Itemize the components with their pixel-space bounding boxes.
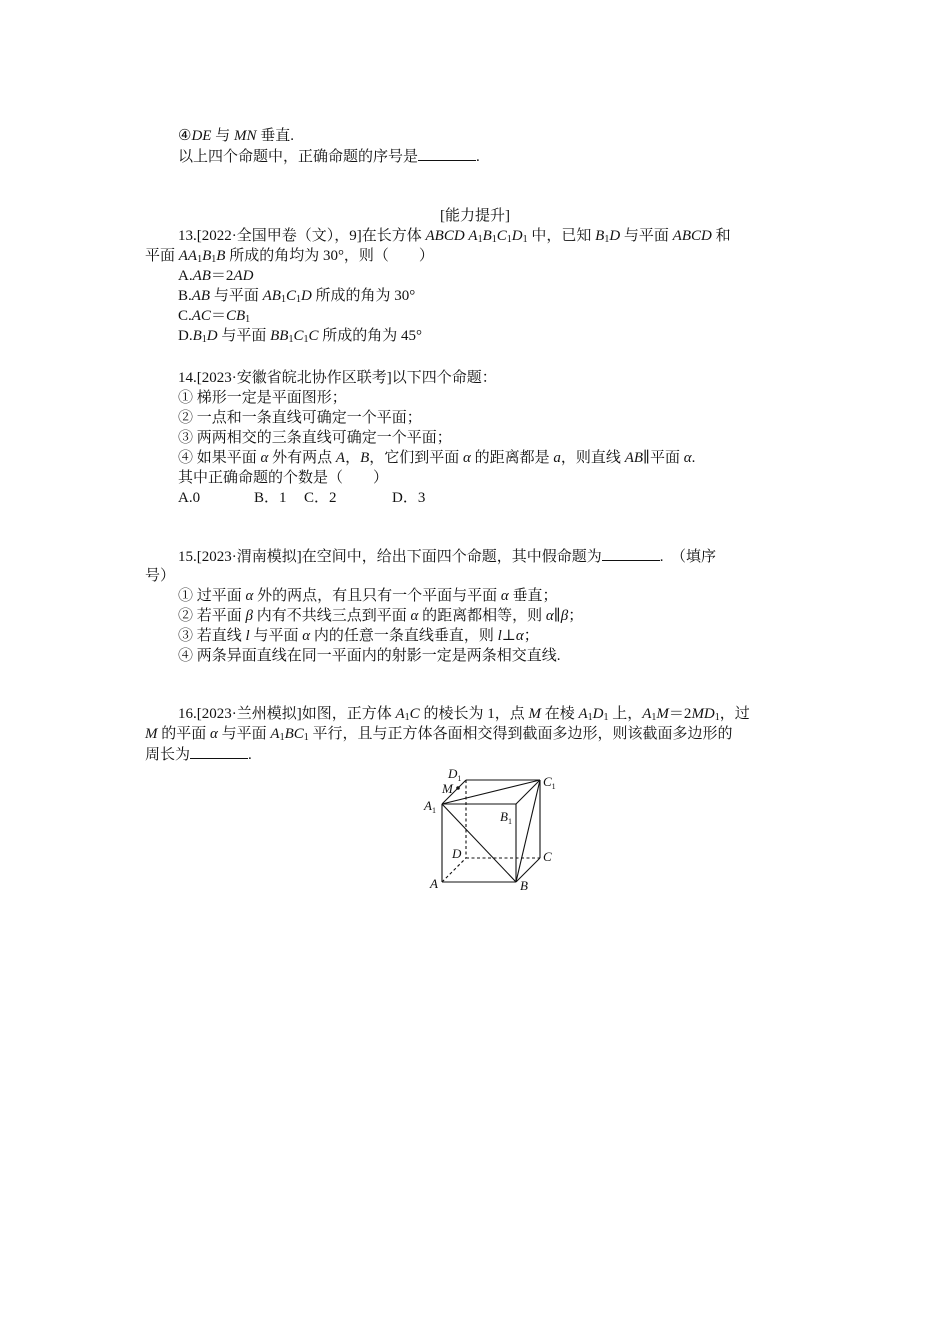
q16-sub: 1 (587, 712, 593, 723)
q16-eq-a: A (642, 706, 652, 722)
q15-item3 (178, 626, 539, 646)
q12-de: DE (191, 128, 212, 144)
q15-text: 内有不共线三点到平面 (253, 608, 411, 624)
q14-period: . (691, 450, 696, 466)
q13-text: 与平面 (210, 288, 263, 304)
q14-text: ，则直线 (560, 450, 625, 466)
q16-sub: 1 (651, 712, 657, 723)
q13-opt-c-eq: ＝ (210, 308, 226, 324)
q13-b1d-d: D (609, 228, 621, 244)
q15-text: ① 过平面 (178, 588, 246, 604)
q14-option-d[interactable]: D．3 (392, 490, 426, 506)
q12-answer-blank[interactable] (418, 146, 476, 161)
q14-line-ab: AB (624, 450, 644, 466)
q13-top-c: C (496, 228, 507, 244)
q15-text: 内的任意一条直线垂直，则 (310, 628, 498, 644)
q13-sub: 1 (604, 234, 610, 245)
q13-opt-c-ac: AC (191, 308, 211, 324)
q13-option-b[interactable] (178, 286, 415, 306)
section-title: [能力提升] (440, 208, 510, 224)
q14-item4 (178, 448, 695, 468)
q13-plane-abcd: ABCD (672, 228, 712, 244)
label-b1: $B_1$ (500, 809, 512, 826)
q14-item3: ③ 两两相交的三条直线可确定一个平面； (178, 430, 452, 446)
q16-line2 (145, 724, 733, 744)
q16-line3 (145, 744, 252, 765)
q13-text: 所成的角均为 30°，则（ ） (225, 248, 434, 264)
q16-text: 的平面 (157, 726, 211, 742)
q16-plane-a: A (270, 726, 280, 742)
q13-opt-d-label: D. (178, 328, 193, 344)
q12-question-period: . (476, 149, 480, 165)
label-c: C (543, 849, 552, 864)
q14-point-b: B (360, 450, 370, 466)
q15-stem (178, 546, 716, 567)
q13-opt-a-eq: ＝2 (210, 268, 234, 284)
q15-alpha: α (245, 588, 254, 604)
q16-text: 平行，且与正方体各面相交得到截面多边形，则该截面多边形的 (308, 726, 733, 742)
label-d: D (452, 846, 462, 861)
q15-beta: β (245, 608, 253, 624)
q16-alpha: α (210, 726, 218, 742)
q15-text: 的距离都相等，则 (418, 608, 546, 624)
q16-point-m: M (528, 706, 541, 722)
q13-sub: 1 (295, 294, 301, 305)
q13-text: 和 (711, 228, 731, 244)
q15-alpha: α (515, 628, 524, 644)
q15-text: ； (523, 628, 539, 644)
q13-line1 (178, 226, 731, 246)
q14-text: 外有两点 (268, 450, 336, 466)
q15-line-l: l (497, 628, 502, 644)
label-c1: $C_1$ (543, 774, 556, 791)
q15-alpha: α (545, 608, 554, 624)
q14-stem: 14.[2023·安徽省皖北协作区联考]以下四个命题： (178, 370, 497, 386)
q12-perp: 垂直. (256, 128, 294, 144)
q14-alpha: α (683, 450, 692, 466)
q15-text: 外的两点，有且只有一个平面与平面 (253, 588, 501, 604)
q15-stem-suffix: . （填序 (659, 549, 717, 565)
q13-line2 (145, 246, 434, 266)
q15-answer-blank[interactable] (602, 546, 660, 561)
q13-sub: 1 (477, 234, 483, 245)
q15-beta: β (560, 608, 569, 624)
q13-text: 所成的角为 30° (311, 288, 416, 304)
q13-b1d-b: B (595, 228, 605, 244)
q13-text: 与平面 (620, 228, 673, 244)
q16-sub: 1 (303, 732, 309, 743)
q13-opt-d-plane-c2: C (308, 328, 319, 344)
hidden-edge-a-d (442, 858, 466, 882)
q16-source: 16.[2023·兰州模拟]如图，正方体 (178, 706, 396, 722)
label-d1: $D_1$ (448, 766, 462, 783)
q13-opt-d-plane-bb: BB (270, 328, 289, 344)
line-a1-c1 (442, 780, 540, 804)
q13-text: 与平面 (217, 328, 271, 344)
q16-text: ，过 (719, 706, 750, 722)
q13-opt-c-label: C. (178, 308, 192, 324)
q13-option-d[interactable] (178, 326, 422, 346)
q14-option-c[interactable]: C．2 (304, 490, 337, 506)
q13-sub: 1 (303, 334, 309, 345)
q13-box-bottom: ABCD (425, 228, 465, 244)
q16-text: 上， (608, 706, 643, 722)
label-m: M (442, 781, 453, 796)
q15-text: 垂直； (508, 588, 558, 604)
q13-opt-d-plane-c: C (293, 328, 304, 344)
q12-item4-mark: ④ (178, 128, 192, 144)
q15-alpha: α (500, 588, 509, 604)
q14-text: ，它们到平面 (369, 450, 464, 466)
q13-top-d: D (511, 228, 523, 244)
q15-item2 (178, 606, 583, 626)
q16-sub: 1 (279, 732, 285, 743)
q14-alpha: α (260, 450, 269, 466)
q13-option-a[interactable] (178, 266, 253, 286)
q14-point-a: A (335, 450, 346, 466)
q16-a1c-a: A (395, 706, 405, 722)
q14-text: ∥平面 (643, 450, 684, 466)
q13-opt-d-b: B (192, 328, 202, 344)
q13-sub: 1 (522, 234, 528, 245)
q14-text: 的距离都是 (470, 450, 554, 466)
q13-plane-b2: B (216, 248, 226, 264)
q16-point-m: M (145, 726, 158, 742)
label-a1: $A_1$ (424, 798, 436, 815)
q12-question-text: 以上四个命题中，正确命题的序号是 (178, 149, 419, 165)
q15-parallel: ∥ (553, 608, 561, 624)
cube-figure (418, 764, 568, 894)
q13-top-a: A (468, 228, 478, 244)
q13-sub: 1 (197, 254, 203, 265)
q16-text: 的棱长为 1，点 (419, 706, 529, 722)
q16-text: 周长为 (145, 747, 191, 763)
q13-sub: 1 (288, 334, 294, 345)
q13-opt-b-ab: AB (191, 288, 211, 304)
q16-a1d1-a: A (578, 706, 588, 722)
q13-opt-a-label: A. (178, 268, 193, 284)
q13-text: 平面 (145, 248, 179, 264)
q15-text: ； (568, 608, 584, 624)
q13-sub: 1 (280, 294, 286, 305)
q13-opt-d-d: D (206, 328, 218, 344)
q15-text: ③ 若直线 (178, 628, 246, 644)
q14-item2: ② 一点和一条直线可确定一个平面； (178, 410, 422, 426)
q13-option-c[interactable] (178, 306, 250, 326)
q15-text: 与平面 (249, 628, 303, 644)
q13-opt-b-plane-c: C (285, 288, 296, 304)
q13-text: 中，已知 (527, 228, 596, 244)
q14-option-a[interactable]: A.0 (178, 490, 201, 506)
edge-b1-c1 (516, 780, 540, 804)
q12-mn: MN (233, 128, 257, 144)
q13-top-b: B (482, 228, 492, 244)
q16-line1 (178, 704, 750, 724)
q16-sub: 1 (404, 712, 410, 723)
q15-line-l: l (245, 628, 250, 644)
q15-stem-text: 15.[2023·渭南模拟]在空间中，给出下面四个命题，其中假命题为 (178, 549, 602, 565)
q16-eq-sign: ＝2 (668, 706, 692, 722)
q13-sub: 1 (211, 254, 217, 265)
q15-item4: ④ 两条异面直线在同一平面内的射影一定是两条相交直线. (178, 648, 561, 664)
q14-option-b[interactable]: B．1 (254, 490, 287, 506)
q14-text: ④ 如果平面 (178, 450, 261, 466)
q13-sub: 1 (491, 234, 497, 245)
q14-question: 其中正确命题的个数是（ ） (178, 470, 389, 486)
q16-sub: 1 (603, 712, 609, 723)
q13-sub: 1 (201, 334, 207, 345)
label-b: B (520, 878, 528, 893)
q13-opt-b-plane-d: D (300, 288, 312, 304)
q13-opt-b-plane-ab: AB (262, 288, 281, 304)
q13-opt-c-cb: CB (225, 308, 246, 324)
q13-text: 所成的角为 45° (318, 328, 422, 344)
label-a: A (430, 876, 438, 891)
q16-plane-bc: BC (284, 726, 304, 742)
q16-eq-m: M (656, 706, 669, 722)
q13-source: 13.[2022·全国甲卷（文），9]在长方体 (178, 228, 426, 244)
q12-and: 与 (211, 128, 234, 144)
q13-plane-aa: AA (178, 248, 198, 264)
q13-opt-a-ab: AB (192, 268, 211, 284)
q14-alpha: α (463, 450, 471, 466)
q16-text: 在棱 (540, 706, 579, 722)
q13-opt-a-ad: AD (233, 268, 254, 284)
q16-eq-md: MD (691, 706, 715, 722)
q13-opt-b-label: B. (178, 288, 192, 304)
q16-answer-blank[interactable] (190, 744, 248, 759)
q16-a1d1-d: D (592, 706, 604, 722)
line-b-c1 (516, 780, 540, 882)
q13-plane-b: B (202, 248, 212, 264)
q14-item1: ① 梯形一定是平面图形； (178, 390, 347, 406)
q13-sub: 1 (506, 234, 512, 245)
q15-alpha: α (410, 608, 419, 624)
q14-distance: a (553, 450, 561, 466)
q15-item1 (178, 586, 558, 606)
q15-alpha: α (302, 628, 311, 644)
q13-sub: 1 (245, 314, 251, 325)
q14-options (178, 488, 426, 508)
q15-perp: ⊥ (501, 628, 516, 644)
q12-question (178, 146, 480, 167)
q16-text: 与平面 (217, 726, 271, 742)
point-m-dot (456, 786, 460, 790)
q12-item4 (178, 126, 294, 146)
q16-period: . (248, 747, 252, 763)
q14-comma: ， (345, 450, 361, 466)
q16-a1c-c: C (409, 706, 420, 722)
q15-stem-line2: 号） (145, 568, 176, 584)
q15-text: ② 若平面 (178, 608, 246, 624)
q16-sub: 1 (714, 712, 720, 723)
